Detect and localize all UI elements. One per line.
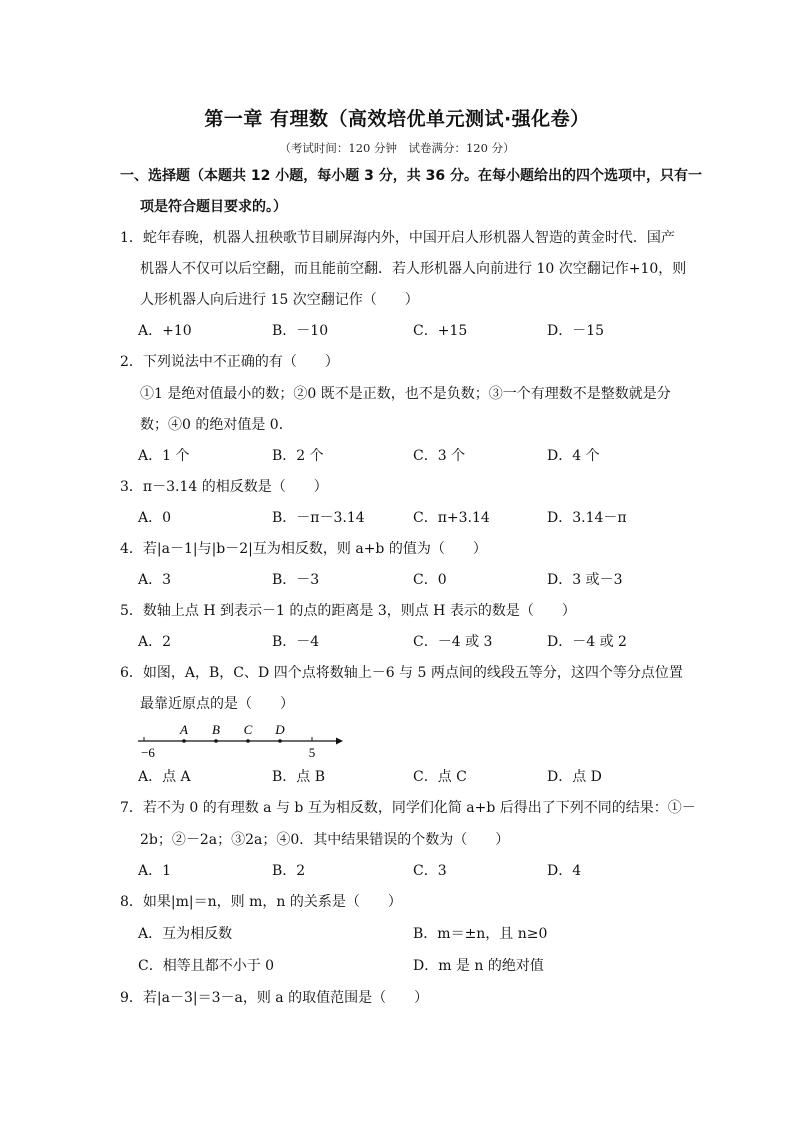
question-5: 5．数轴上点 H 到表示－1 的点的距离是 3，则点 H 表示的数是（ ） <box>120 603 576 619</box>
q1-option-a: A．+10 <box>138 323 192 339</box>
question-2-line-3: 数；④0 的绝对值是 0． <box>140 417 293 433</box>
arrow-icon <box>336 738 343 745</box>
question-7-line-2: 2b；②－2a；③2a；④0．其中结果错误的个数为（ ） <box>140 832 510 848</box>
question-7-line-1: 7．若不为 0 的有理数 a 与 b 互为相反数，同学们化简 a+b 后得出了下列不同的结果：①－ <box>120 800 696 816</box>
q8-option-d: D．m 是 n 的绝对值 <box>413 958 544 974</box>
q1-option-c: C．+15 <box>413 323 468 339</box>
q1-option-b: B．－10 <box>272 323 329 339</box>
q3-option-c: C．π+3.14 <box>413 510 490 526</box>
q7-option-d: D．4 <box>547 863 582 879</box>
endpoint-minus-6-label: −6 <box>141 745 155 760</box>
question-3: 3．π－3.14 的相反数是（ ） <box>120 479 328 495</box>
question-1-line-3: 人形机器人向后进行 15 次空翻记作（ ） <box>140 292 419 308</box>
q2-option-a: A．1 个 <box>138 448 190 464</box>
exam-info: （考试时间：120 分钟 试卷满分：120 分） <box>279 141 515 155</box>
q3-option-d: D．3.14－π <box>547 510 627 526</box>
endpoint-5-label: 5 <box>308 745 316 760</box>
q3-option-b: B．－π－3.14 <box>272 510 365 526</box>
q7-option-b: B．2 <box>272 863 306 879</box>
point-c-dot <box>246 739 250 743</box>
q7-option-a: A．1 <box>138 863 172 879</box>
number-line-figure <box>134 720 354 762</box>
q6-option-d: D．点 D <box>547 769 602 785</box>
q4-option-c: C．0 <box>413 572 447 588</box>
q8-option-c: C．相等且都不小于 0 <box>138 958 275 974</box>
q6-option-b: B．点 B <box>272 769 326 785</box>
question-2-line-1: 2．下列说法中不正确的有（ ） <box>120 354 339 370</box>
q2-option-b: B．2 个 <box>272 448 324 464</box>
question-9: 9．若|a－3|＝3－a，则 a 的取值范围是（ ） <box>120 990 429 1006</box>
q5-option-c: C．－4 或 3 <box>413 634 493 650</box>
q1-option-d: D．－15 <box>547 323 605 339</box>
question-6-line-2: 最靠近原点的是（ ） <box>140 696 294 712</box>
point-b-dot <box>214 739 218 743</box>
section-heading: 一、选择题（本题共 12 小题，每小题 3 分，共 36 分。在每小题给出的四个选项中，只有一 <box>120 168 702 184</box>
point-a-label: A <box>180 722 188 737</box>
q4-option-b: B．－3 <box>272 572 320 588</box>
q2-option-c: C．3 个 <box>413 448 466 464</box>
q5-option-a: A．2 <box>138 634 172 650</box>
question-1-line-1: 1．蛇年春晚，机器人扭秧歌节目刷屏海内外，中国开启人形机器人智造的黄金时代．国产 <box>120 230 675 246</box>
point-a-dot <box>182 739 186 743</box>
q4-option-a: A．3 <box>138 572 172 588</box>
point-c-label: C <box>243 722 253 737</box>
q7-option-c: C．3 <box>413 863 447 879</box>
q5-option-b: B．－4 <box>272 634 320 650</box>
question-8: 8．如果|m|＝n，则 m，n 的关系是（ ） <box>120 894 402 910</box>
q6-option-a: A．点 A <box>138 769 191 785</box>
q5-option-d: D．－4 或 2 <box>547 634 627 650</box>
q4-option-d: D．3 或－3 <box>547 572 623 588</box>
question-4: 4．若|a－1|与|b－2|互为相反数，则 a+b 的值为（ ） <box>120 541 487 557</box>
question-1-line-2: 机器人不仅可以后空翻，而且能前空翻．若人形机器人向前进行 10 次空翻记作+10，则 <box>140 261 687 277</box>
point-d-label: D <box>275 722 285 737</box>
page-title: 第一章 有理数（高效培优单元测试·强化卷） <box>204 108 590 130</box>
q8-option-a: A．互为相反数 <box>138 926 233 942</box>
point-b-label: B <box>212 722 220 737</box>
question-2-line-2: ①1 是绝对值最小的数；②0 既不是正数，也不是负数；③一个有理数不是整数就是分 <box>140 386 671 402</box>
q3-option-a: A．0 <box>138 510 172 526</box>
question-6-line-1: 6．如图，A，B，C、D 四个点将数轴上－6 与 5 两点间的线段五等分，这四个等分点位置 <box>120 665 683 681</box>
section-heading-cont: 项是符合题目要求的。） <box>140 199 287 215</box>
q8-option-b: B．m＝±n，且 n≥0 <box>413 926 548 942</box>
point-d-dot <box>278 739 282 743</box>
q2-option-d: D．4 个 <box>547 448 600 464</box>
q6-option-c: C．点 C <box>413 769 467 785</box>
